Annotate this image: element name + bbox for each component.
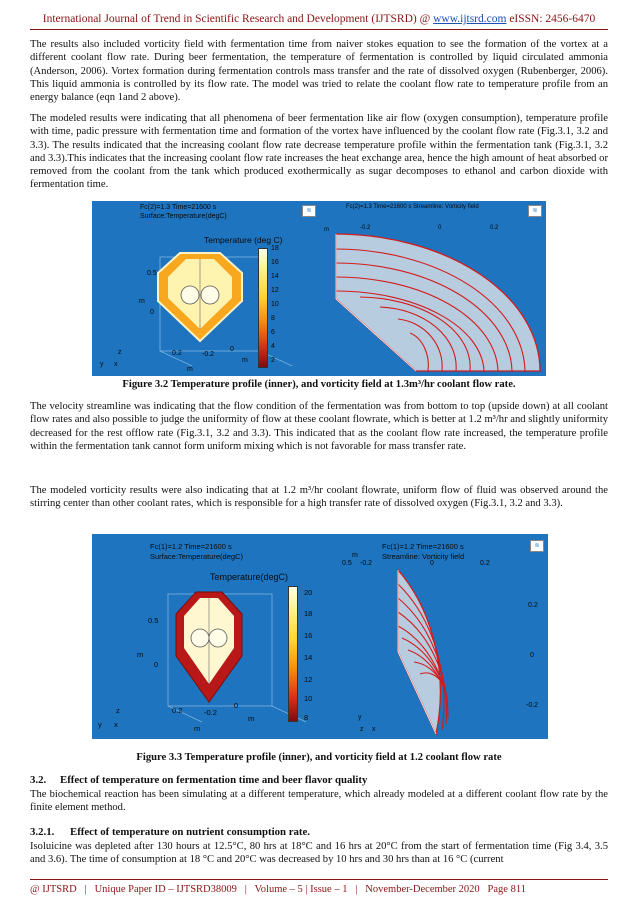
- fig32-axis-label: y: [100, 361, 104, 368]
- comsol-logo-icon: ≋: [302, 205, 316, 217]
- fig32-tick: 8: [271, 315, 275, 322]
- fig33-axis-label: 0.5: [148, 616, 159, 625]
- fig33-left-line1: Fc(1)=1.2 Time=21600 s: [150, 542, 232, 551]
- journal-url-link[interactable]: www.ijtsrd.com: [433, 13, 507, 25]
- figure-3-2-vorticity-panel: [320, 201, 546, 376]
- fig33-colorbar-title: Temperature(degC): [210, 572, 289, 582]
- paragraph-modeled-results: The modeled results were indicating that all phenomena of beer fermentation like air flow (oxygen consumption), temperature profile with time, padic pressure with fermentation time and formation of the vortex have influenced by the coolant flow rate (Fig.3.1, 3.2 and 3.3). The results indicated that the increasing coolant flow rate decrease temperature profile within the fermentation tank (Fig.3.1, 3.2 and 3.3).This indicates that the increasing coolant flow rate increases the heat exchange area, hence the high amount of heat absorbed or removed from the coolant from the tank which produced exothermically as sugar decomposes to ethanol and carbon dioxide with fermentation time.: [30, 113, 608, 191]
- fig33-right-axis: -0.2: [360, 560, 373, 567]
- fig33-axis-label: m: [137, 650, 144, 659]
- fig32-colorbar-title: Temperature (deg C): [204, 235, 283, 245]
- fig33-axis-label: 0.2: [172, 706, 183, 715]
- stirrer-circle-left: [181, 286, 199, 304]
- fig33-tick: 14: [304, 653, 313, 662]
- fig33-tick: 18: [304, 609, 313, 618]
- journal-header: [0, 13, 638, 25]
- fig32-right-axis: m: [324, 227, 329, 233]
- fig32-vorticity-streamlines: [320, 201, 546, 376]
- paragraph-velocity-streamline: The velocity streamline was indicating that the flow condition of the fermentation was from bottom to top (upside down) at all coolant flow rates and also possible to judge the uniformity of flow at these coolant flowrate, which is better at 1.2 m³/hr and slightly uniformity decreased for the rest offlow rate (Fig.3.1, 3.2 and 3.3). This indicated that as the coolant flow rate increased, the temperature profile within the fermentation tank cannot form uniform mixing which is not favorable for mass transfer rate.: [30, 401, 608, 452]
- footer-rule: [30, 879, 608, 880]
- fig33-right-axis: y: [358, 714, 362, 721]
- fig32-left-line1: Fc(2)=1.3 Time=21600 s: [140, 204, 217, 211]
- vorticity-streamline-group: [336, 234, 540, 371]
- fig33-axis-label: -0.2: [204, 708, 217, 717]
- fig33-axis-label: y: [98, 720, 102, 729]
- fig32-axis-label: m: [139, 298, 145, 305]
- fig33-axis-label: 0: [234, 701, 239, 710]
- journal-issn: eISSN: 2456-6470: [506, 13, 596, 25]
- fig33-right-axis: 0.5: [342, 560, 352, 567]
- journal-header-text: International Journal of Trend in Scientific Research and Development (IJTSRD) @: [42, 13, 434, 25]
- fig32-axis-label: 0: [150, 309, 154, 316]
- fig33-vorticity-streamlines: [338, 534, 548, 739]
- comsol-logo-icon: ≋: [528, 205, 542, 217]
- paragraph-biochemical-reaction: The biochemical reaction has been simulating at a different temperature, which already modeled at a different coolant flow rate by the finite element method.: [30, 789, 608, 814]
- fig33-tick: 20: [304, 588, 313, 597]
- fig33-right-axis: x: [372, 726, 376, 733]
- fig33-right-axis: 0.2: [480, 560, 490, 567]
- fig33-axis-label: 0: [154, 660, 159, 669]
- fig32-tick: 6: [271, 329, 275, 336]
- section-3-2-1-heading: [30, 826, 310, 838]
- fig33-tick: 8: [304, 713, 309, 722]
- stirrer-circle-right: [209, 629, 227, 647]
- fig32-tick: 4: [271, 343, 275, 350]
- fig32-right-line1: Fc(2)=1.3 Time=21600 s Streamline: Vorticity field: [346, 204, 479, 210]
- fig33-right-axis: m: [352, 552, 358, 559]
- section-3-2-heading: [30, 774, 367, 786]
- fig32-left-line2: Surface:Temperature(degC): [140, 213, 227, 220]
- fig32-tick: 14: [271, 273, 279, 280]
- paragraph-isoluicine: Isoluicine was depleted after 130 hours at 12.5°C, 80 hrs at 18°C and 16 hrs at 20°C from the start of fermentation time (Fig 3.4, 3.5 and 3.6). The time of consumption at 18 °C and 20°C was decreased by 10 hrs and 30 hrs than at 16 °C (current: [30, 841, 608, 866]
- page-footer: @ IJTSRD | Unique Paper ID – IJTSRD38009 | Volume – 5 | Issue – 1 | November-December 2020 Page 811: [30, 884, 526, 895]
- fig33-tick: 16: [304, 631, 313, 640]
- comsol-logo-icon: ≋: [530, 540, 544, 552]
- fig33-right-line2: Streamline: Vorticity field: [382, 552, 465, 561]
- fig32-axis-label: 0.2: [172, 350, 182, 357]
- fig32-axis-label: z: [118, 349, 122, 356]
- fig33-colorbar: [288, 586, 298, 722]
- fig32-left-geometry: [92, 201, 320, 376]
- fig33-right-axis: 0: [530, 652, 534, 659]
- fig32-tick: 12: [271, 287, 279, 294]
- fig33-axis-label: m: [194, 724, 201, 733]
- fig33-right-axis: z: [360, 726, 364, 733]
- fig32-tick: 10: [271, 301, 279, 308]
- fig32-colorbar: [258, 248, 268, 368]
- section-number: 3.2.1.: [30, 826, 55, 838]
- stirrer-circle-left: [191, 629, 209, 647]
- fig32-axis-label: m: [242, 357, 248, 364]
- fig32-tick: 2: [271, 357, 275, 364]
- fig32-right-axis: 0.2: [490, 225, 499, 231]
- fig32-right-axis: 0: [438, 225, 442, 231]
- figure-3-2-temperature-panel: [92, 201, 320, 376]
- fig33-right-line1: Fc(1)=1.2 Time=21600 s: [382, 542, 464, 551]
- fig32-tick: 18: [271, 245, 279, 252]
- figure-3-3-caption: Figure 3.3 Temperature profile (inner), and vorticity field at 1.2 coolant flow rate: [136, 752, 502, 763]
- header-rule: [30, 29, 608, 30]
- fig32-axis-label: -0.2: [202, 351, 215, 358]
- stirrer-circle-right: [201, 286, 219, 304]
- fig32-axis-label: m: [187, 366, 193, 373]
- fig32-right-axis: -0.2: [360, 225, 371, 231]
- fig33-right-axis: -0.2: [526, 702, 539, 709]
- section-number: 3.2.: [30, 774, 47, 786]
- paragraph-vorticity-results: The modeled vorticity results were also indicating that at 1.2 m³/hr coolant flowrate, uniform flow of fluid was observed around the stirring center than other coolant rates, which is responsible for a high transfer rate of dissolved oxygen (Fig.3.1, 3.2 and 3.3).: [30, 485, 608, 510]
- fig33-axis-label: z: [116, 706, 120, 715]
- figure-3-2-caption: Figure 3.2 Temperature profile (inner), and vorticity field at 1.3m³/hr coolant flow rate.: [122, 379, 516, 390]
- fig32-axis-label: x: [114, 361, 118, 368]
- fig33-tick: 12: [304, 675, 313, 684]
- section-title: Effect of temperature on nutrient consumption rate.: [70, 826, 310, 838]
- fig32-tick: 16: [271, 259, 279, 266]
- fig33-tick: 10: [304, 694, 313, 703]
- vorticity-fan-region: [398, 570, 440, 734]
- figure-3-3-temperature-panel: [92, 534, 338, 739]
- fig33-axis-label: m: [248, 714, 255, 723]
- vorticity-fan-region: [336, 234, 540, 371]
- fig33-right-axis: 0.2: [528, 602, 538, 609]
- paragraph-vorticity-intro: The results also included vorticity field with fermentation time from naiver stokes equation to see the formation of the vortex at a different coolant flow rate. During beer fermentation, the temperature of fermentation is controlled by liquid circulated ammonia (Anderson, 2006). Vortex formation during fermentation controls mass transfer and the rate of dissolved oxygen (Rubenberger, 2006). This liquid ammonia is controlled by its flow rate. The model was tried to relate the coolant flow rate to temperature profile from an energy balance (eqn 1and 2 above).: [30, 39, 608, 104]
- figure-3-3-vorticity-panel: [338, 534, 548, 739]
- fig33-axis-label: x: [114, 720, 118, 729]
- fig33-left-line2: Surface:Temperature(degC): [150, 552, 243, 561]
- fig33-right-axis: 0: [430, 560, 434, 567]
- fig32-axis-label: 0: [230, 346, 234, 353]
- section-title: Effect of temperature on fermentation time and beer flavor quality: [60, 774, 368, 786]
- fig32-axis-label: 0.5: [147, 270, 157, 277]
